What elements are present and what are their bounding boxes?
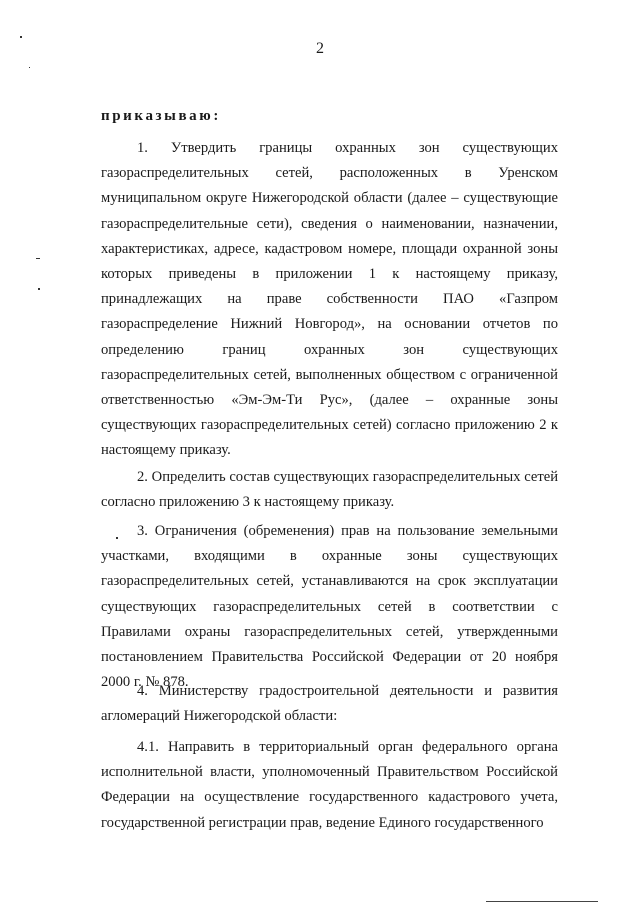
bottom-edge-line xyxy=(486,901,598,902)
scan-speck xyxy=(20,36,22,38)
scan-speck xyxy=(38,288,40,290)
paragraph-1: 1. Утвердить границы охранных зон существующих газораспределительных сетей, расположенных в Уренском муниципальном округе Нижегородской области (далее – существующие газораспределительные сети), сведения о наименовании, назначении, характеристиках, адресе, кадастровом номере, площади охранной зоны которых приведены в приложении 1 к настоящему приказу, принадлежащих на праве собственности ПАО «Газпром газораспределение Нижний Новгород», на основании отчетов по определению границ охранных зон существующих газораспределительных сетей, выполненных обществом с ограниченной ответственностью «Эм-Эм-Ти Рус», (далее – охранные зоны существующих газораспределительных сетей) согласно приложению 2 к настоящему приказу. xyxy=(101,140,558,459)
paragraph-4-1: 4.1. Направить в территориальный орган федерального органа исполнительной власти, уполномоченный Правительством Российской Федерации на осуществление государственного кадастрового учета, государственной регистрации прав, ведение Единого государственного xyxy=(101,739,558,831)
paragraph-3: 3. Ограничения (обременения) прав на пользование земельными участками, входящими в охранные зоны существующих газораспределительных сетей, устанавливаются на срок эксплуатации существующих газораспределительных сетей в соответствии с Правилами охраны газораспределительных сетей, утвержденными постановлением Правительства Российской Федерации от 20 ноября 2000 г. № 878. xyxy=(101,523,558,691)
scan-speck xyxy=(29,67,30,68)
scan-speck xyxy=(36,258,40,259)
paragraph-2: 2. Определить состав существующих газораспределительных сетей согласно приложению 3 к настоящему приказу. xyxy=(101,469,558,511)
page-number: 2 xyxy=(316,40,324,57)
paragraph-4: 4. Министерству градостроительной деятельности и развития агломераций Нижегородской области: xyxy=(101,683,558,725)
order-heading: приказываю: xyxy=(101,108,221,124)
